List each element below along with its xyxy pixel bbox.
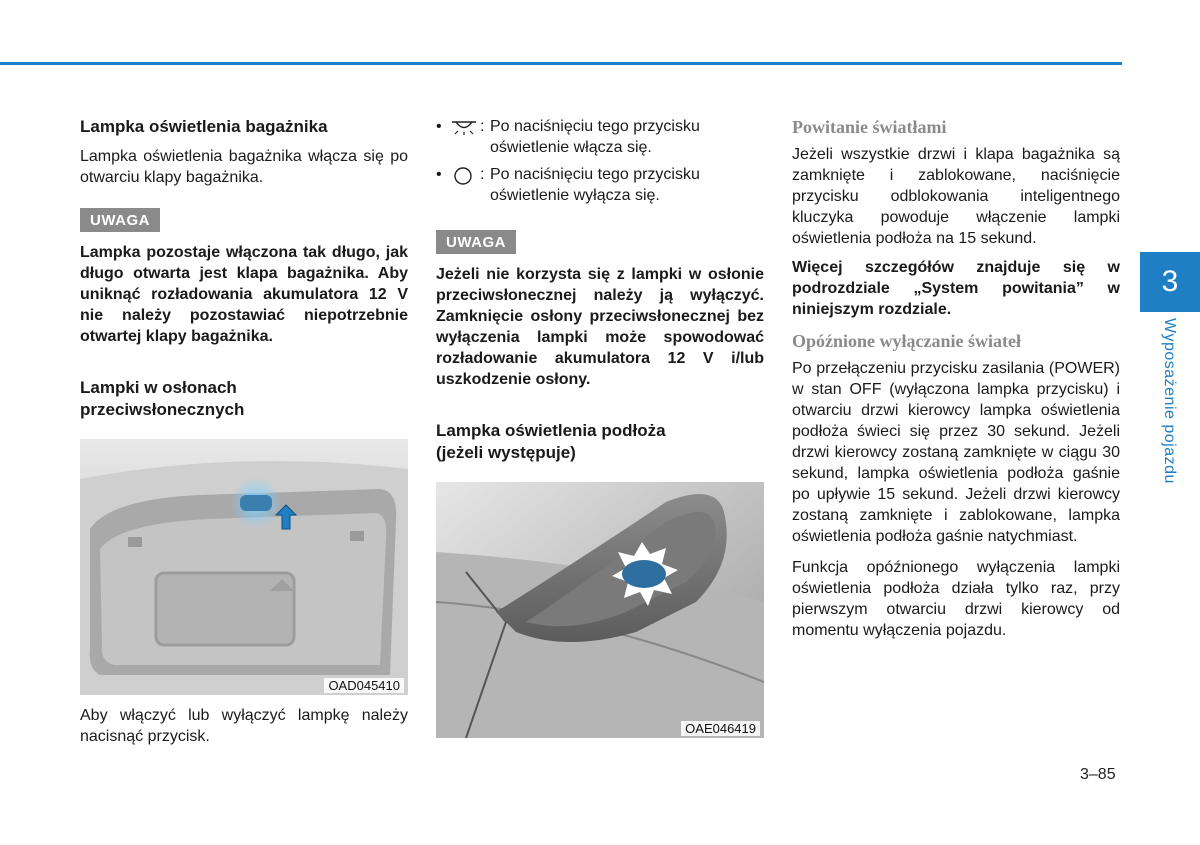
column-1 — [80, 116, 408, 747]
welcome-light-text: Jeżeli wszystkie drzwi i klapa bagażnika są zamknięte i zablokowane, naciśnięcie przycisku odblokowania inteligentnego kluczyka powoduje włączenie lampki oświetlenia podłoża na 15 sekund. — [792, 146, 1120, 247]
header-rule — [0, 62, 1122, 65]
section-heading-trunk-lamp: Lampka oświetlenia bagażnika — [80, 117, 328, 136]
bullet-lamp-on: • : Po naciśnięciu tego przycisku oświetlenie włącza się. — [436, 118, 700, 156]
lamp-on-icon — [450, 116, 480, 158]
chapter-title: Wyposażenie pojazdu — [1161, 318, 1178, 484]
section-heading-puddle-lamp: Lampka oświetlenia podłoża (jeżeli występuje) — [436, 421, 666, 462]
mirror-illustration — [436, 482, 764, 738]
warning-badge: UWAGA — [436, 230, 516, 254]
welcome-light-reference: Więcej szczegółów znajduje się w podrozdziale „System powitania” w niniejszym rozdziale. — [792, 259, 1120, 318]
warning-badge: UWAGA — [80, 208, 160, 232]
lamp-off-icon — [450, 164, 480, 206]
trunk-lamp-text: Lampka oświetlenia bagażnika włącza się po otwarciu klapy bagażnika. — [80, 148, 408, 186]
figure-caption: Aby włączyć lub wyłączyć lampkę należy nacisnąć przycisk. — [80, 707, 408, 745]
delayed-off-text: Po przełączeniu przycisku zasilania (POWER) w stan OFF (wyłączona lampka przycisku) i otwarciu drzwi kierowcy lampka oświetlenia podłoża świeci się przez 30 sekund. Jeżeli drzwi kierowcy zostaną zamknięte w ciągu 30 sekund, lampka oświetlenia podłoża gaśnie po upływie 15 sekund. Jeżeli drzwi kierowcy zostaną zamknięte i zablokowane, lampka oświetlenia podłoża gaśnie natychmiast. — [792, 360, 1120, 545]
chapter-number-tab: 3 — [1140, 252, 1200, 312]
sun-visor-figure — [80, 439, 408, 695]
warning-text: Jeżeli nie korzysta się z lampki w osłonie przeciwsłonecznej należy ją wyłączyć. Zamknięcie osłony przeciwsłonecznej bez wyłączenia lampki może spowodować rozładowanie akumulatora 12 V i/lub uszkodzenie osłony. — [436, 266, 764, 388]
section-heading-visor-lamps: Lampki w osłonach przeciwsłonecznych — [80, 378, 245, 419]
warning-text: Lampka pozostaje włączona tak długo, jak długo otwarta jest klapa bagażnika. Aby uniknąć rozładowania akumulatora 12 V nie należy pozostawiać niepotrzebnie otwartej klapy bagażnika. — [80, 244, 408, 345]
column-3 — [792, 116, 1120, 641]
delayed-off-note: Funkcja opóźnionego wyłączenia lampki oświetlenia podłoża działa tylko raz, przy pierwszym otwarciu drzwi kierowcy od momentu wyłączenia pojazdu. — [792, 559, 1120, 639]
section-heading-delayed-off: Opóźnione wyłączanie świateł — [792, 331, 1021, 351]
sun-visor-illustration — [80, 439, 408, 695]
figure-code: OAE046419 — [681, 721, 760, 736]
section-heading-welcome-light: Powitanie światłami — [792, 117, 947, 137]
page-number: 3–85 — [1080, 766, 1116, 783]
column-2 — [436, 116, 764, 738]
puddle-lamp-figure — [436, 482, 764, 738]
bullet-lamp-off: • : Po naciśnięciu tego przycisku oświetlenie wyłącza się. — [436, 166, 700, 204]
figure-code: OAD045410 — [324, 678, 404, 693]
